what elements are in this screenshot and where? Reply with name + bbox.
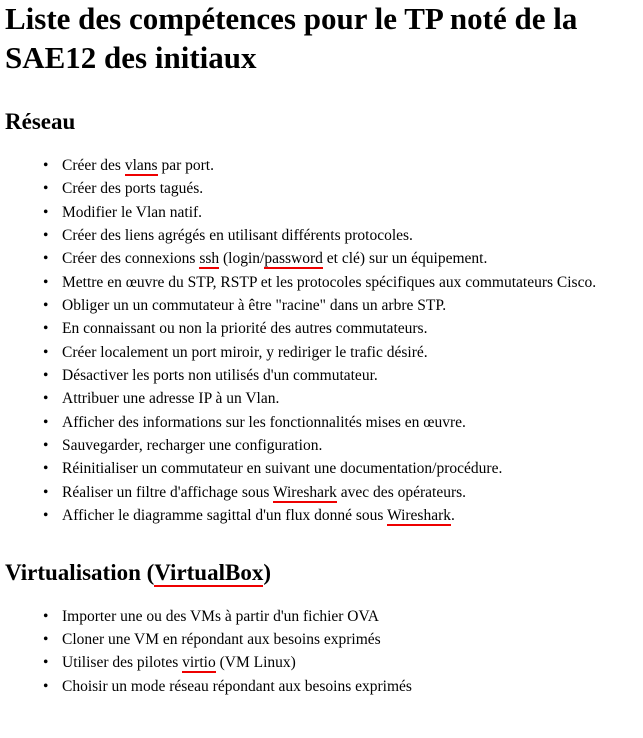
list-item: • Réinitialiser un commutateur en suivant une documentation/procédure. (62, 457, 643, 480)
list-item: • Créer des ports tagués. (62, 177, 643, 200)
spellcheck-underlined-word: Wireshark (387, 507, 451, 525)
bullet-list (5, 605, 643, 698)
list-item: • Utiliser des pilotes virtio (VM Linux) (62, 651, 643, 674)
list-item: • Obliger un un commutateur à être "racine" dans un arbre STP. (62, 294, 643, 317)
list-item: • Attribuer une adresse IP à un Vlan. (62, 387, 643, 410)
list-item: • Créer des connexions ssh (login/password et clé) sur un équipement. (62, 247, 643, 270)
list-item: • Réaliser un filtre d'affichage sous Wireshark avec des opérateurs. (62, 481, 643, 504)
list-item: • En connaissant ou non la priorité des autres commutateurs. (62, 317, 643, 340)
spellcheck-underlined-word: virtio (182, 654, 216, 672)
list-item: • Sauvegarder, recharger une configuration. (62, 434, 643, 457)
list-item: • Afficher des informations sur les fonctionnalités mises en œuvre. (62, 411, 643, 434)
spellcheck-underlined-word: Wireshark (272, 483, 337, 501)
spellcheck-underlined-word: VirtualBox (154, 559, 264, 585)
page-title-line1: Liste des compétences pour le TP noté de la (5, 1, 578, 36)
list-item: • Cloner une VM en répondant aux besoins exprimés (62, 628, 643, 651)
list-item: • Créer des vlans par port. (62, 154, 643, 177)
spellcheck-underlined-word: ssh (199, 250, 220, 268)
page-title-line2: SAE12 des initiaux (5, 40, 257, 75)
sections-container (5, 108, 643, 698)
spellcheck-underlined-word: vlans (124, 157, 158, 174)
section-heading: Réseau (5, 109, 76, 134)
section-heading: Virtualisation (VirtualBox) (5, 559, 272, 585)
list-item: • Créer des liens agrégés en utilisant différents protocoles. (62, 224, 643, 247)
page-title (5, 0, 643, 77)
bullet-list (5, 154, 643, 528)
list-item: • Modifier le Vlan natif. (62, 201, 643, 224)
list-item: • Mettre en œuvre du STP, RSTP et les protocoles spécifiques aux commutateurs Cisco. (62, 271, 643, 294)
list-item: • Créer localement un port miroir, y rediriger le trafic désiré. (62, 341, 643, 364)
list-item: • Importer une ou des VMs à partir d'un fichier OVA (62, 605, 643, 628)
list-item: • Afficher le diagramme sagittal d'un flux donné sous Wireshark. (62, 504, 643, 527)
list-item: • Désactiver les ports non utilisés d'un commutateur. (62, 364, 643, 387)
list-item: • Choisir un mode réseau répondant aux besoins exprimés (62, 675, 643, 698)
spellcheck-underlined-word: password (264, 250, 323, 268)
